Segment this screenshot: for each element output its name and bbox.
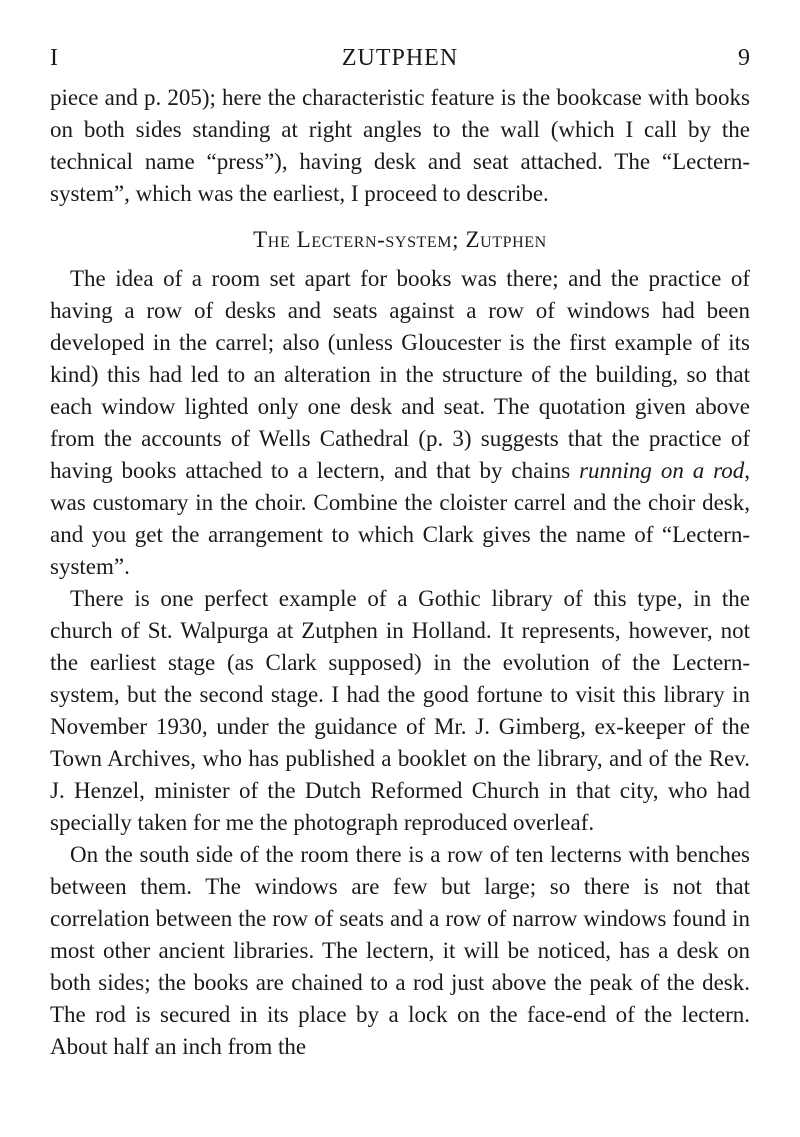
paragraph-zutphen-example: There is one perfect example of a Gothic library of this type, in the church of St. Walpurga at Zutphen in Holland. It represents, however, not the earliest stage (as Clark supposed) in the evolution of the Lectern-system, but the second stage. I had the good fortune to visit this library in November 1930, under the guidance of Mr. J. Gimberg, ex-keeper of the Town Archives, who has published a booklet on the library, and of the Rev. J. Henzel, minister of the Dutch Reformed Church in that city, who had specially taken for me the photograph reproduced overleaf. bbox=[50, 586, 750, 835]
running-head bbox=[50, 40, 750, 76]
running-title: ZUTPHEN bbox=[341, 45, 459, 71]
chapter-number: I bbox=[50, 45, 58, 71]
page-number: 9 bbox=[738, 45, 750, 71]
paragraph-lectern-idea bbox=[50, 263, 750, 583]
section-heading: The Lectern-system; Zutphen bbox=[253, 227, 547, 252]
paragraph-south-side: On the south side of the room there is a row of ten lecterns with benches between them. The windows are few but large; so there is not that correlation between the row of seats and a row of narrow windows found in most other ancient libraries. The lectern, it will be noticed, has a desk on both sides; the books are chained to a rod just above the peak of the desk. The rod is secured in its place by a lock on the face-end of the lectern. About half an inch from the bbox=[50, 842, 750, 1059]
paragraph-text: , was customary in the choir. Combine the cloister carrel and the choir desk, and you get the arrangement to which Clark gives the name of “Lectern-system”. bbox=[50, 458, 750, 579]
book-page bbox=[50, 40, 750, 1063]
paragraph-continued: piece and p. 205); here the characteristic feature is the bookcase with books on both sides standing at right angles to the wall (which I call by the technical name “press”), having desk and seat attached. The “Lectern-system”, which was the earliest, I proceed to describe. bbox=[50, 85, 750, 206]
italic-phrase: running on a rod bbox=[579, 458, 745, 483]
paragraph-text: The idea of a room set apart for books was there; and the practice of having a row of desks and seats against a row of windows had been developed in the carrel; also (unless Gloucester is the first example of its kind) this had led to an alteration in the structure of the building, so that each window lighted only one desk and seat. The quotation given above from the accounts of Wells Cathedral (p. 3) suggests that the practice of having books attached to a lectern, and that by chains bbox=[50, 266, 750, 483]
